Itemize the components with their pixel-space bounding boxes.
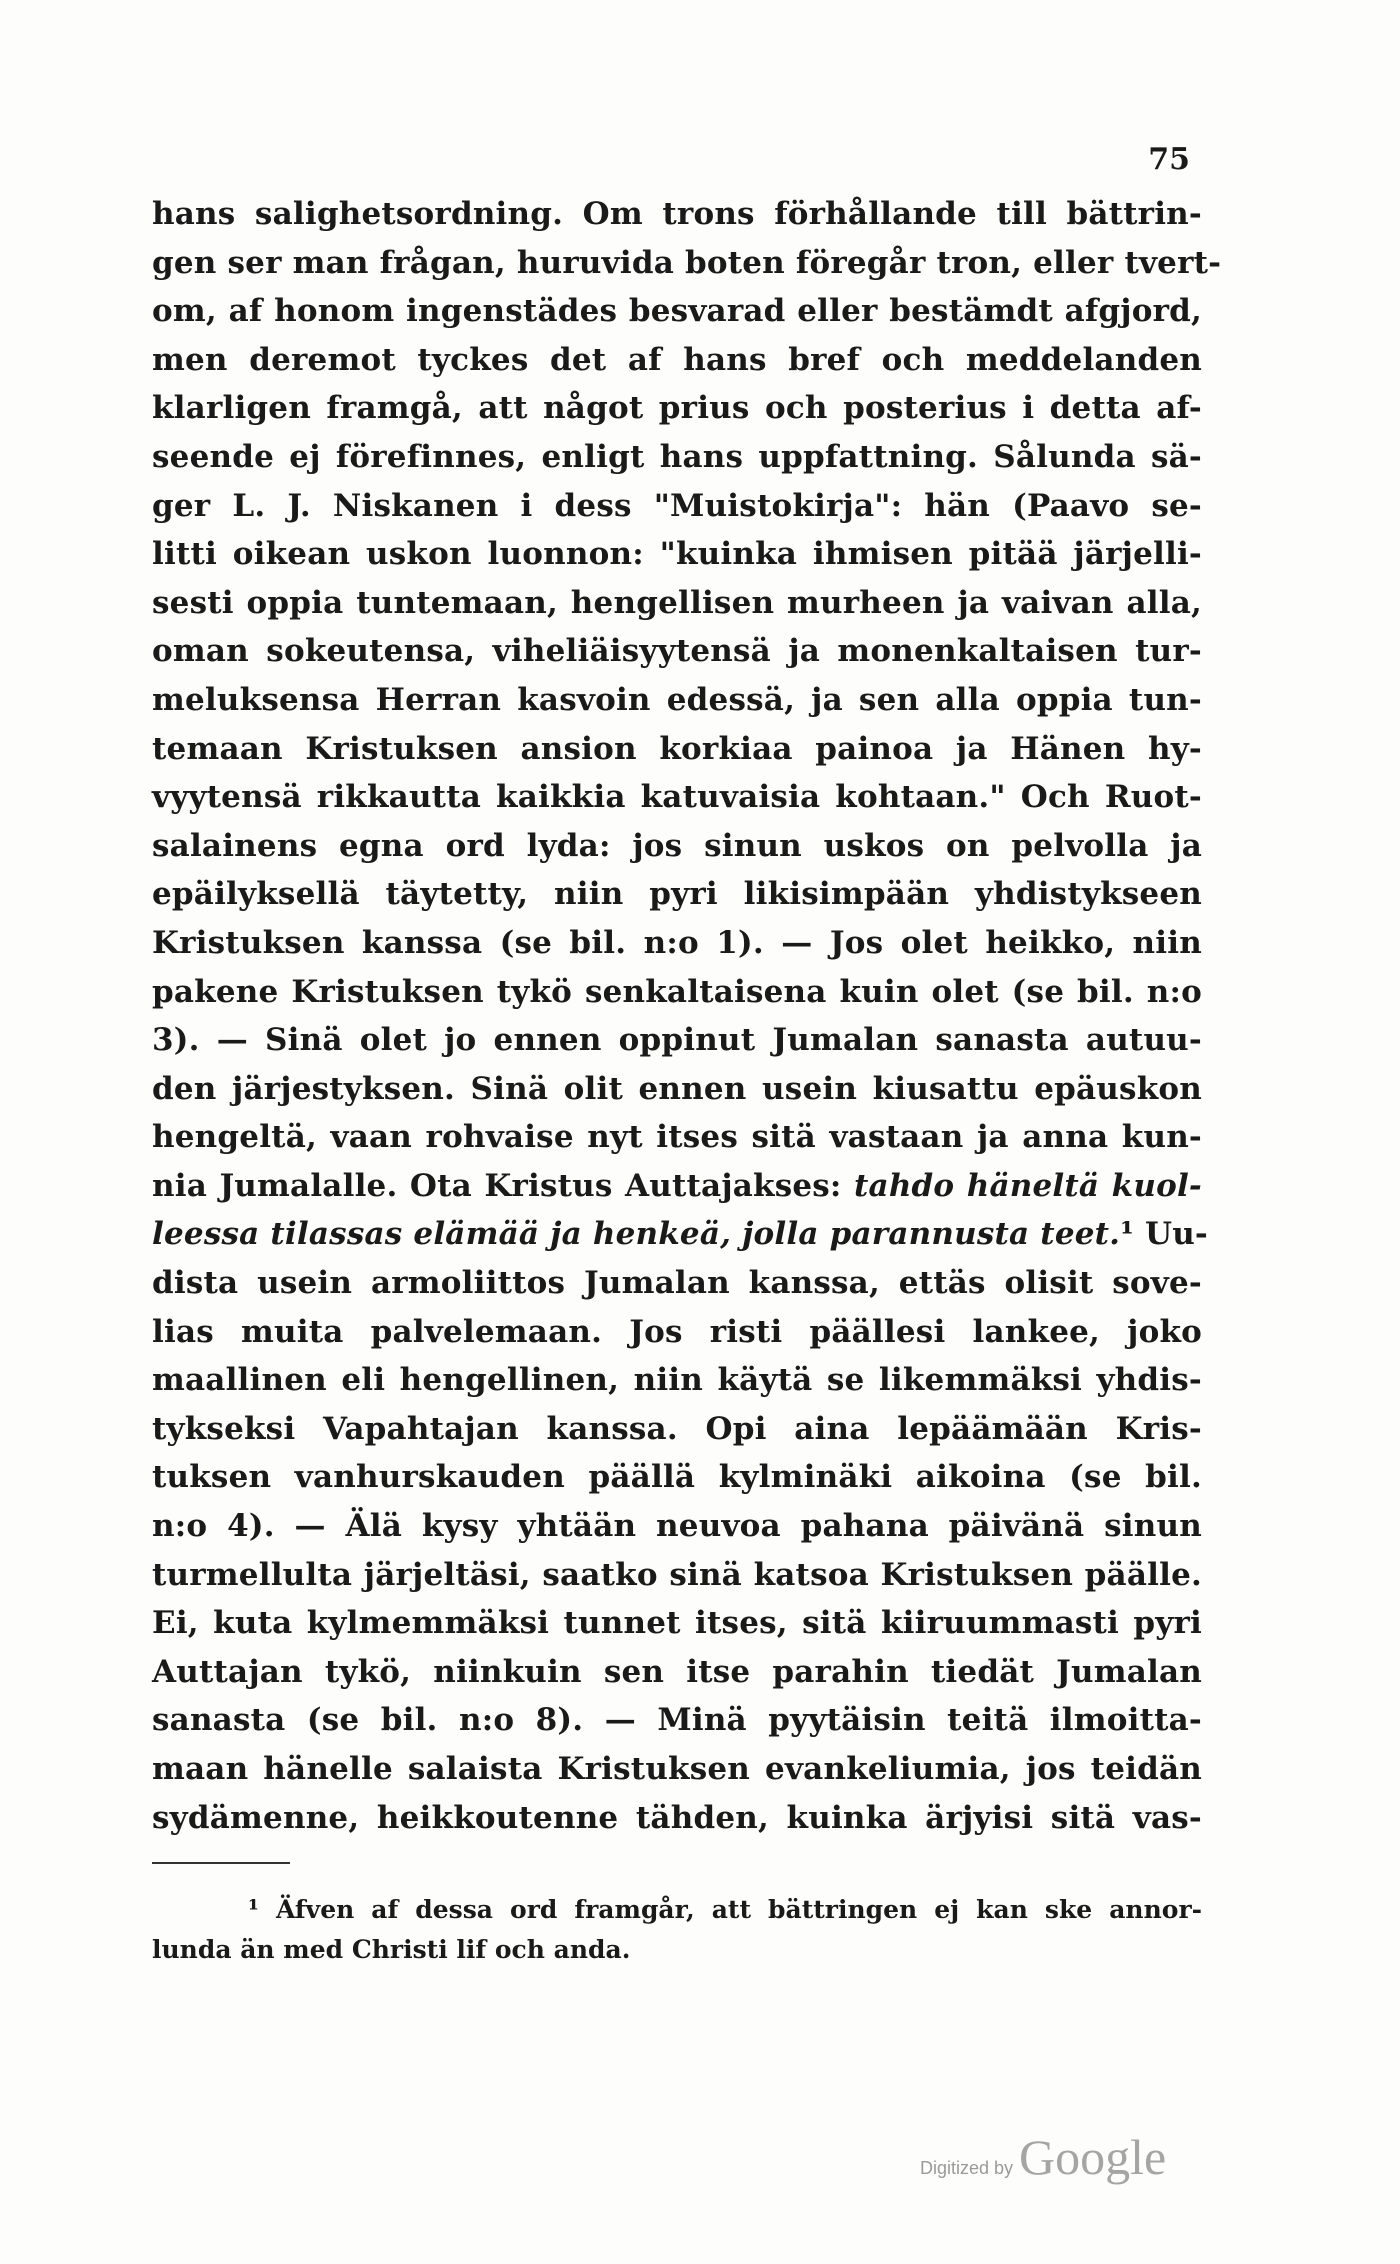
text-line: vyytensä rikkautta kaikkia katuvaisia kohtaan." Och Ruot- (152, 779, 1202, 816)
text-line: n:o 4). — Älä kysy yhtään neuvoa pahana päivänä sinun (152, 1508, 1202, 1545)
footnote-line: lunda än med Christi lif och anda. (152, 1935, 631, 1964)
text-line: hans salighetsordning. Om trons förhållande till bättrin- (152, 196, 1202, 232)
text-line: Ei, kuta kylmemmäksi tunnet itses, sitä kiiruummasti pyri (152, 1605, 1202, 1642)
text-line: hengeltä, vaan rohvaise nyt itses sitä vastaan ja anna kun- (152, 1119, 1202, 1156)
text-line: tykseksi Vapahtajan kanssa. Opi aina lepäämään Kris- (152, 1410, 1202, 1447)
text-line: gen ser man frågan, huruvida boten föregår tron, eller tvert- (152, 244, 1222, 281)
text-line: litti oikean uskon luonnon: "kuinka ihmisen pitää järjelli- (152, 536, 1202, 573)
text-line: epäilyksellä täytetty, niin pyri likisimpään yhdistykseen (152, 876, 1202, 913)
text-line: sesti oppia tuntemaan, hengellisen murheen ja vaivan alla, (152, 584, 1202, 621)
text-line: leessa tilassas elämää ja henkeä, jolla parannusta teet.¹ Uu- (152, 1216, 1208, 1253)
footnote-divider (152, 1862, 290, 1864)
text-line: nia Jumalalle. Ota Kristus Auttajakses: tahdo häneltä kuol- (152, 1167, 1202, 1204)
text-line: temaan Kristuksen ansion korkiaa painoa ja Hänen hy- (152, 730, 1202, 767)
text-line: dista usein armoliittos Jumalan kanssa, ettäs olisit sove- (152, 1265, 1202, 1302)
text-line: Auttajan tykö, niinkuin sen itse parahin tiedät Jumalan (152, 1653, 1202, 1690)
google-logo: Google (1019, 2129, 1167, 2185)
text-line: om, af honom ingenstädes besvarad eller bestämdt afgjord, (152, 293, 1202, 330)
page-number: 75 (1148, 142, 1190, 177)
text-line: ger L. J. Niskanen i dess "Muistokirja": hän (Paavo se- (152, 487, 1202, 524)
text-line: den järjestyksen. Sinä olit ennen usein kiusattu epäuskon (152, 1070, 1202, 1107)
text-line: seende ej förefinnes, enligt hans uppfattning. Sålunda sä- (152, 438, 1202, 475)
text-line: turmellulta järjeltäsi, saatko sinä katsoa Kristuksen päälle. (152, 1556, 1202, 1593)
text-line: klarligen framgå, att något prius och posterius i detta af- (152, 390, 1202, 427)
text-line: meluksensa Herran kasvoin edessä, ja sen alla oppia tun- (152, 681, 1202, 718)
text-line: salainens egna ord lyda: jos sinun uskos on pelvolla ja (152, 827, 1202, 864)
text-line: maan hänelle salaista Kristuksen evankeliumia, jos teidän (152, 1751, 1202, 1787)
text-line: maallinen eli hengellinen, niin käytä se likemmäksi yhdis- (152, 1362, 1202, 1399)
text-line: sydämenne, heikkoutenne tähden, kuinka ärjyisi sitä vas- (152, 1799, 1202, 1836)
text-line: Kristuksen kanssa (se bil. n:o 1). — Jos olet heikko, niin (152, 924, 1202, 961)
text-line: 3). — Sinä olet jo ennen oppinut Jumalan sanasta autuu- (152, 1022, 1202, 1059)
text-line: oman sokeutensa, viheliäisyytensä ja monenkaltaisen tur- (152, 633, 1202, 670)
watermark-prefix: Digitized by (920, 2158, 1014, 2178)
footnote-line: ¹ Äfven af dessa ord framgår, att bättringen ej kan ske annor- (248, 1895, 1202, 1924)
body-text (152, 190, 1222, 1842)
text-line: sanasta (se bil. n:o 8). — Minä pyytäisin teitä ilmoitta- (152, 1702, 1202, 1739)
text-line: tuksen vanhurskauden päällä kylminäki aikoina (se bil. (152, 1459, 1202, 1496)
footnotes (152, 1890, 1202, 1970)
text-line: pakene Kristuksen tykö senkaltaisena kuin olet (se bil. n:o (152, 973, 1202, 1010)
text-line: lias muita palvelemaan. Jos risti päällesi lankee, joko (152, 1313, 1202, 1350)
text-line: men deremot tyckes det af hans bref och meddelanden (152, 341, 1202, 378)
digitized-by-watermark (920, 2128, 1166, 2186)
